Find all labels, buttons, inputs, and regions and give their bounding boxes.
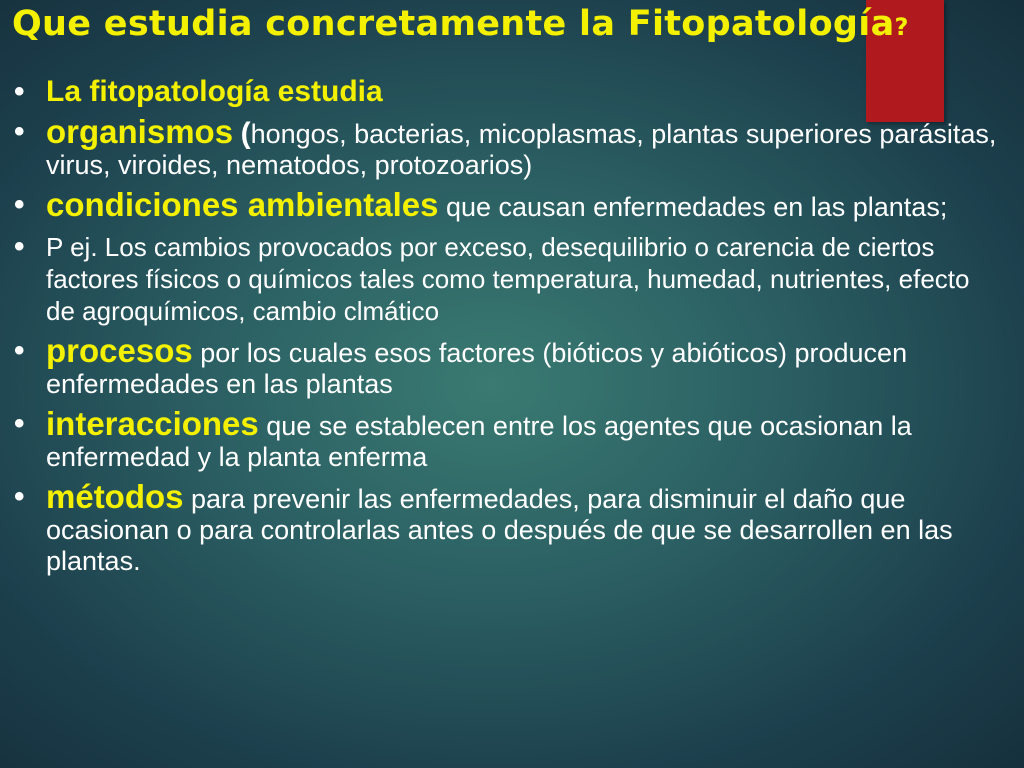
bullet-keyword: La fitopatología estudia [46,75,383,108]
bullet-text: para prevenir las enfermedades, para disminuir el daño que ocasionan o para controlarlas antes o después de que se desarrollen en las plantas. [46,484,953,576]
list-item [0,478,1000,577]
bullet-dot: • [14,75,25,108]
bullet-list [0,76,1000,580]
list-item [0,405,1000,473]
list-item [0,332,1000,400]
bullet-keyword: métodos [46,478,184,515]
bullet-dot: • [14,480,25,513]
bullet-dot: • [14,188,25,221]
bullet-dot: • [14,230,25,263]
bullet-dot: • [14,115,25,148]
bullet-dot: • [14,334,25,367]
bullet-keyword: interacciones [46,405,259,442]
bullet-text: P ej. Los cambios provocados por exceso, desequilibrio o carencia de ciertos factores físicos o químicos tales como temperatura, humedad, nutrientes, efecto de agroquímicos, cambio clmático [46,232,970,326]
bullet-keyword: organismos [46,113,234,150]
bullet-dot: • [14,407,25,440]
list-item [0,76,1000,108]
bullet-text: que causan enfermedades en las plantas; [438,192,948,222]
list-item [0,186,1000,223]
slide-title-question-mark: ? [894,13,909,41]
open-paren: ( [240,117,251,150]
bullet-text: por los cuales esos factores (bióticos y abióticos) producen enfermedades en las plantas [46,338,908,399]
slide-title-text: Que estudia concretamente la Fitopatología [12,4,895,44]
list-item [0,113,1000,181]
bullet-keyword: procesos [46,332,193,369]
bullet-text: hongos, bacterias, micoplasmas, plantas superiores parásitas, virus, viroides, nematodos, protozoarios) [46,119,997,180]
bullet-text: que se establecen entre los agentes que ocasionan la enfermedad y la planta enferma [46,411,912,472]
slide-title [12,4,1022,44]
bullet-keyword: condiciones ambientales [46,186,439,223]
list-item [0,231,1000,327]
